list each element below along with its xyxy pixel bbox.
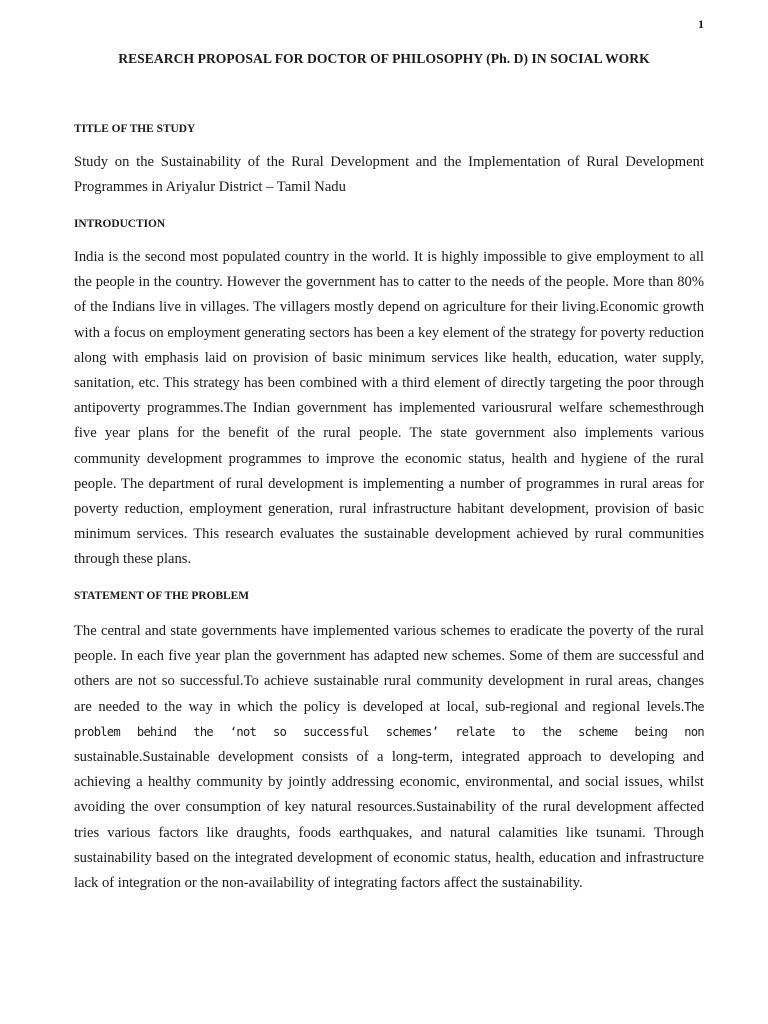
- study-title-paragraph: Study on the Sustainability of the Rural Development and the Implementation of Rural Development Programmes in Ariyalur District – Tamil Nadu: [74, 154, 704, 196]
- introduction-paragraph: India is the second most populated country in the world. It is highly impossible to give employment to all the people in the country. However the government has to catter to the needs of the people. More than 80% of the Indians live in villages. The villagers mostly depend on agriculture for their living.Economic growth with a focus on employment generating sectors has been a key element of the strategy for poverty reduction along with emphasis laid on provision of basic minimum services like health, education, water supply, sanitation, etc. This strategy has been combined with a third element of directly targeting the poor through antipoverty programmes.The Indian government has implemented variousrural welfare schemesthrough five year plans for the benefit of the rural people. The state government also implements various community development programmes to improve the economic status, health and hygiene of the rural people. The department of rural development is implementing a number of programmes in rural areas for poverty reduction, employment generation, rural infrastructure habitant development, provision of basic minimum services. This research evaluates the sustainable development achieved by rural communities through these plans.: [74, 249, 704, 568]
- problem-text-part3: sustainable.Sustainable development consists of a long-term, integrated approach to developing and achieving a healthy community by jointly addressing economic, environmental, and social issues, whilst avoiding the over consumption of key natural resources.Sustainability of the rural development affected tries various factors like draughts, foods earthquakes, and natural calamities like tsunami. Through sustainability based on the integrated development of economic status, health, education and infrastructure lack of integration or the non-availability of integrating factors affect the sustainability.: [74, 749, 704, 892]
- problem-text-part2: The problem behind the ‘not so successful schemes’ relate to the scheme being non: [74, 699, 704, 739]
- problem-text-part1: The central and state governments have implemented various schemes to eradicate the poverty of the rural people. In each five year plan the government has adapted new schemes. Some of them are successful and others are not so successful.To achieve sustainable rural community development in rural areas, changes are needed to the way in which the policy is developed at local, sub-regional and regional levels.: [74, 623, 704, 715]
- document-title: RESEARCH PROPOSAL FOR DOCTOR OF PHILOSOPHY (Ph. D) IN SOCIAL WORK: [118, 51, 650, 66]
- problem-statement-paragraph: [74, 619, 704, 896]
- page-number: 1: [698, 17, 704, 31]
- section-heading-statement-of-problem: STATEMENT OF THE PROBLEM: [74, 590, 250, 602]
- section-heading-title-of-study: TITLE OF THE STUDY: [74, 123, 196, 135]
- section-heading-introduction: INTRODUCTION: [74, 218, 166, 230]
